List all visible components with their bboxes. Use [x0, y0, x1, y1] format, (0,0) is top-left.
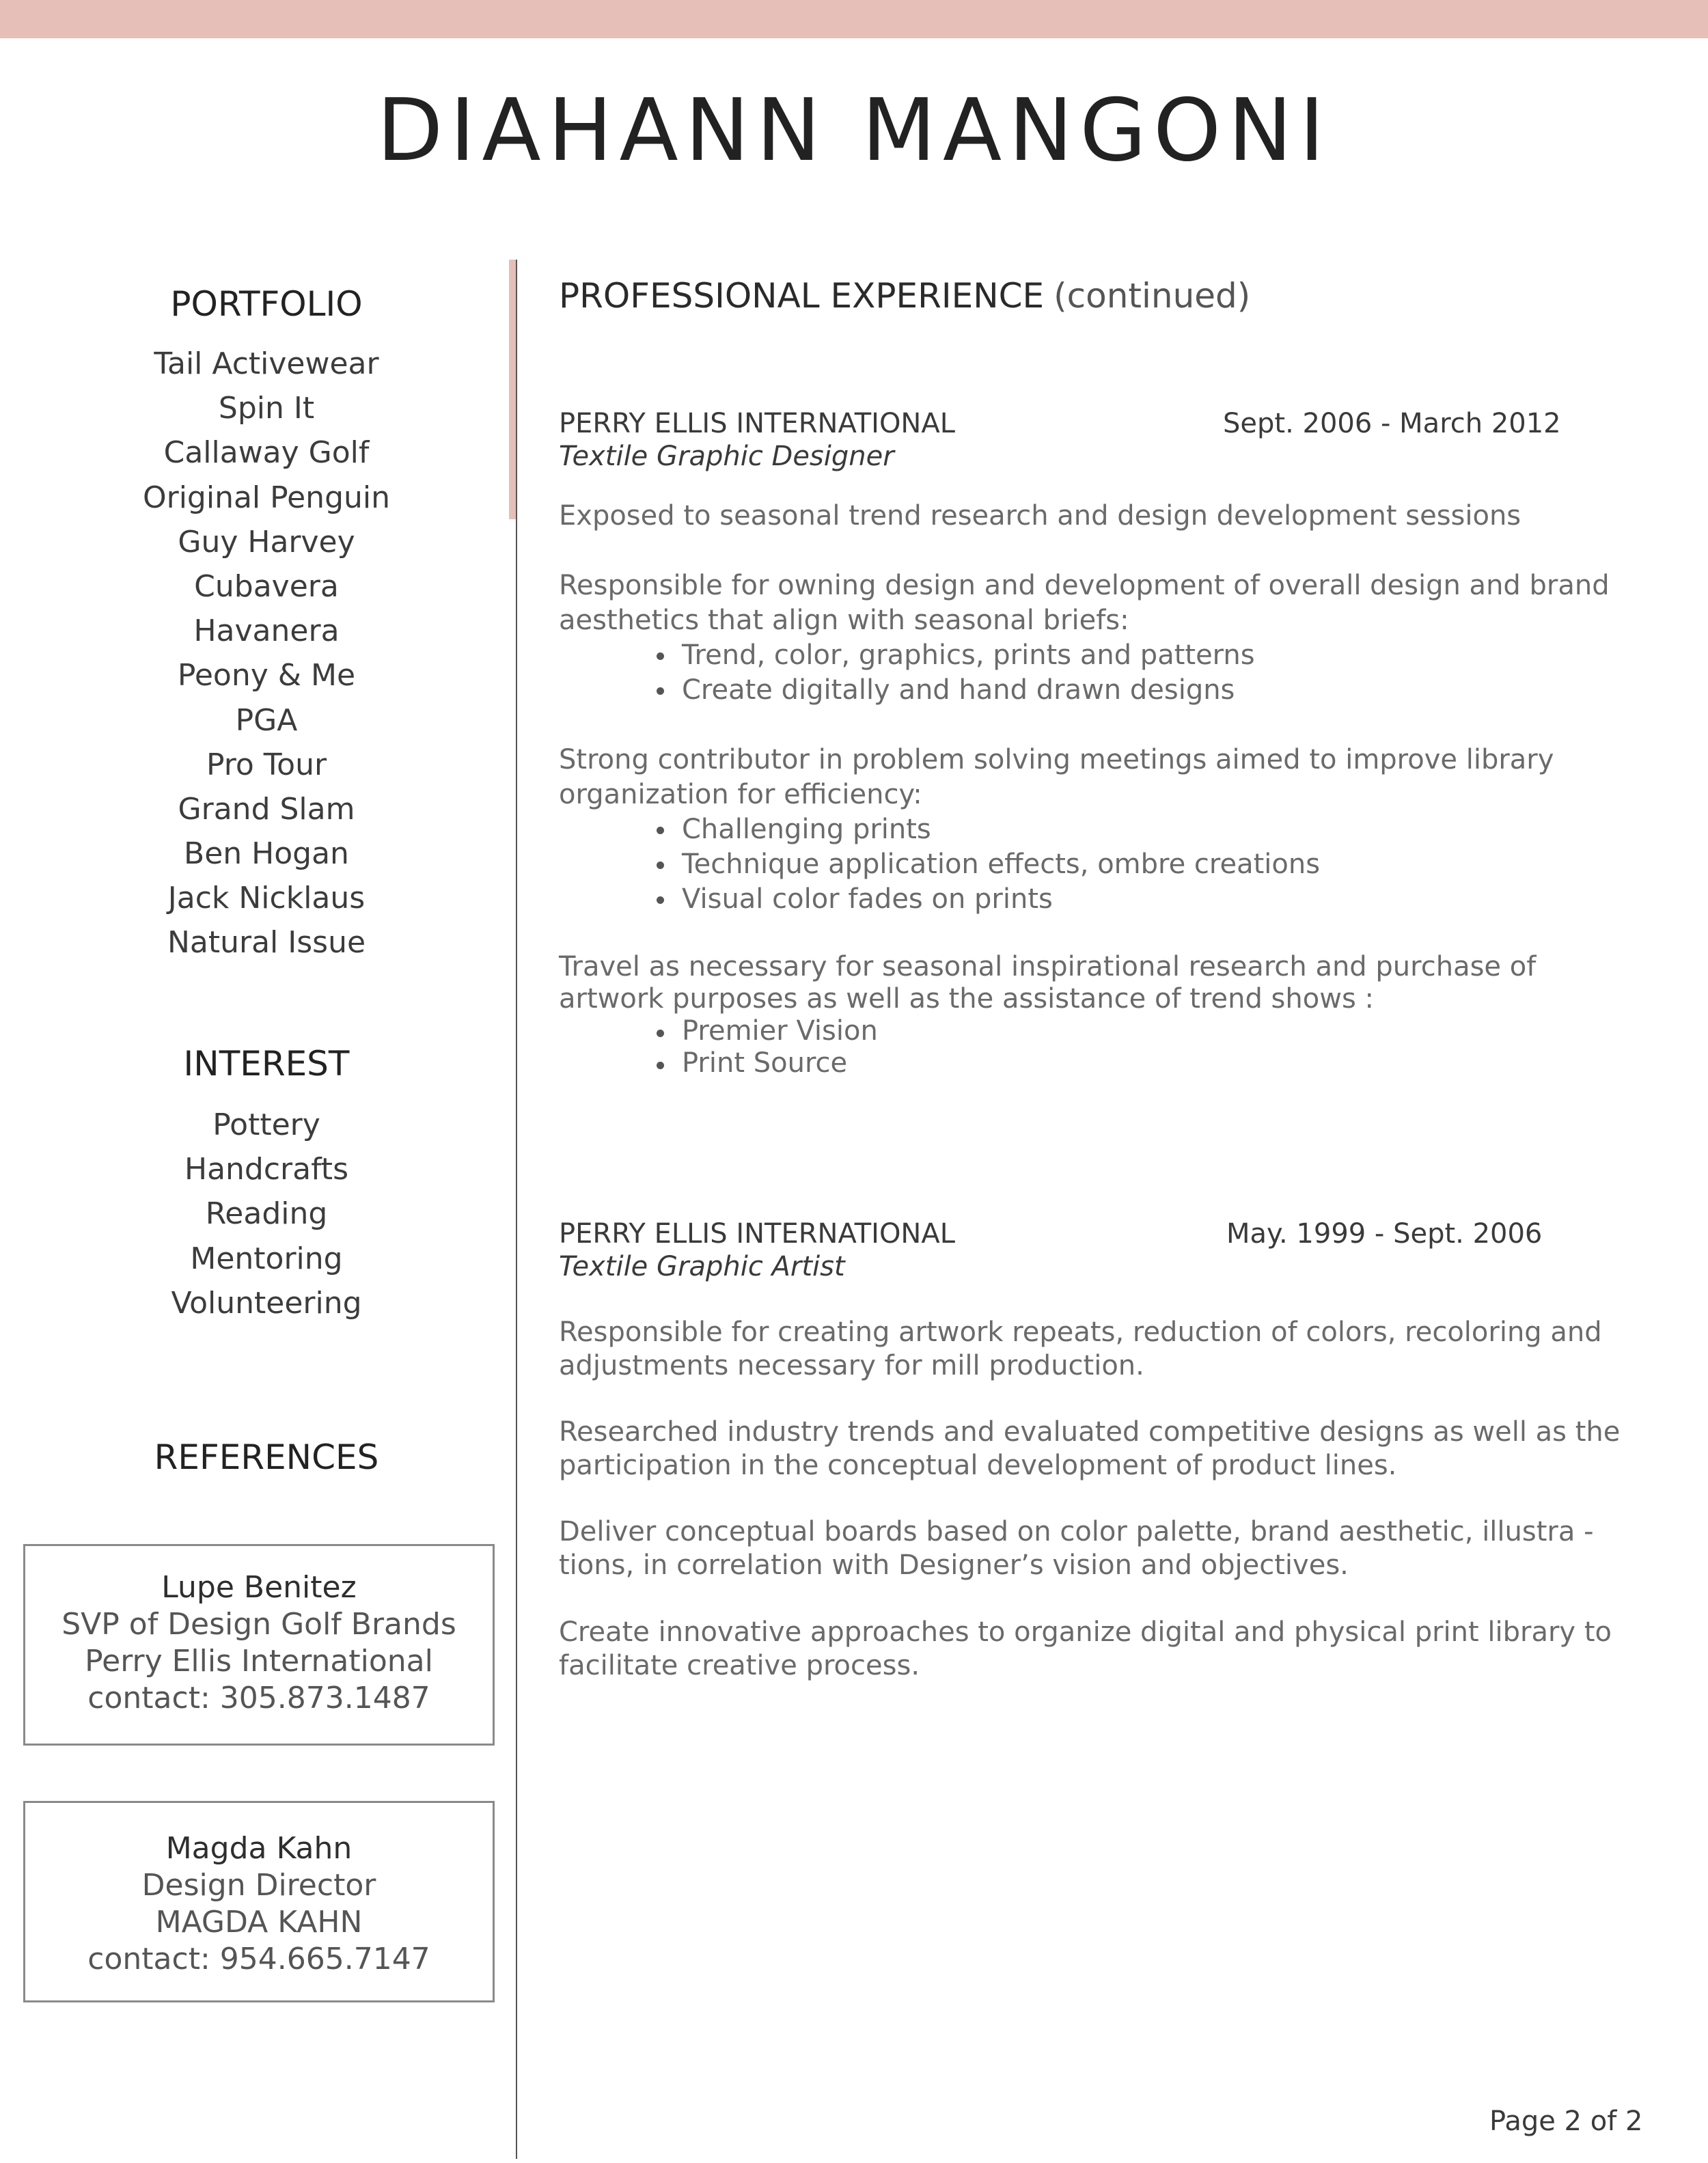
portfolio-item: Tail Activewear [154, 346, 379, 381]
job-bullet: Challenging prints [651, 812, 1320, 847]
job-dates: Sept. 2006 - March 2012 [1223, 408, 1561, 439]
reference-card [23, 1544, 495, 1746]
portfolio-list [0, 342, 540, 965]
reference-title: Design Director [141, 1868, 376, 1903]
interest-item: Handcrafts [184, 1152, 348, 1187]
job-bullet: Technique application effects, ombre creations [651, 847, 1320, 882]
job-dates: May. 1999 - Sept. 2006 [1226, 1218, 1543, 1250]
reference-name: Magda Kahn [165, 1831, 353, 1866]
interest-item: Reading [205, 1196, 328, 1232]
portfolio-item: Jack Nicklaus [167, 881, 366, 916]
job-bullet: Trend, color, graphics, prints and patterns [651, 638, 1255, 673]
resume-name: DIAHANN MANGONI [376, 80, 1332, 180]
portfolio-item: Cubavera [194, 568, 339, 604]
job-bullet: Create digitally and hand drawn designs [651, 673, 1255, 708]
job-paragraph: Researched industry trends and evaluated competitive designs as well as the participation in the conceptual development of product lines. [559, 1416, 1621, 1481]
job-bullet-list [651, 812, 1320, 917]
reference-company: Perry Ellis International [85, 1644, 433, 1679]
job-bullet: Print Source [651, 1047, 878, 1079]
interest-item: Pottery [212, 1107, 320, 1142]
top-accent-bar [0, 0, 1708, 38]
reference-contact: contact: 954.665.7147 [87, 1942, 430, 1976]
portfolio-item: Guy Harvey [178, 524, 355, 560]
job-bullet-list [651, 1015, 878, 1079]
reference-name: Lupe Benitez [161, 1570, 357, 1605]
experience-title: PROFESSIONAL EXPERIENCE [559, 276, 1045, 316]
reference-card [23, 1801, 495, 2002]
job-company: PERRY ELLIS INTERNATIONAL [559, 1218, 955, 1250]
reference-title: SVP of Design Golf Brands [61, 1607, 456, 1642]
portfolio-item: Natural Issue [167, 925, 366, 961]
reference-company: MAGDA KAHN [155, 1905, 363, 1940]
interest-item: Mentoring [190, 1241, 343, 1276]
job-paragraph: Travel as necessary for seasonal inspirational research and purchase of artwork purposes as well as the assistance of trend shows : [559, 951, 1537, 1015]
job-bullet-list [651, 638, 1255, 708]
job-paragraph: Responsible for creating artwork repeats, reduction of colors, recoloring and adjustments necessary for mill production. [559, 1317, 1602, 1381]
job-paragraph: Create innovative approaches to organize digital and physical print library to facilitate creative process. [559, 1616, 1612, 1681]
job-paragraph: Exposed to seasonal trend research and design development sessions [559, 500, 1521, 532]
references-heading: REFERENCES [154, 1437, 379, 1477]
job-paragraph: Strong contributor in problem solving meetings aimed to improve library organization for efficiency: [559, 744, 1554, 810]
portfolio-item: PGA [235, 702, 298, 738]
portfolio-item: Pro Tour [206, 747, 327, 782]
job-title: Textile Graphic Artist [559, 1251, 845, 1282]
job-paragraph: Responsible for owning design and development of overall design and brand aesthetics that align with seasonal briefs: [559, 570, 1610, 636]
portfolio-heading: PORTFOLIO [170, 284, 363, 324]
job-bullet: Premier Vision [651, 1015, 878, 1047]
portfolio-item: Grand Slam [178, 791, 355, 827]
job-bullet: Visual color fades on prints [651, 882, 1320, 917]
job-company: PERRY ELLIS INTERNATIONAL [559, 408, 955, 439]
job-title: Textile Graphic Designer [559, 441, 894, 472]
portfolio-item: Peony & Me [177, 658, 356, 693]
experience-continued: (continued) [1053, 276, 1251, 316]
portfolio-item: Spin It [218, 391, 315, 426]
reference-contact: contact: 305.873.1487 [87, 1681, 430, 1716]
portfolio-item: Ben Hogan [184, 836, 349, 872]
interest-heading: INTEREST [183, 1044, 350, 1084]
page-number: Page 2 of 2 [1489, 2106, 1643, 2137]
portfolio-item: Havanera [193, 614, 340, 649]
interest-item: Volunteering [171, 1285, 362, 1321]
portfolio-item: Original Penguin [142, 480, 390, 515]
job-paragraph: Deliver conceptual boards based on color palette, brand aesthetic, illustra - tions, in correlation with Designer’s vision and objectives. [559, 1516, 1594, 1581]
interest-list [0, 1103, 540, 1325]
portfolio-item: Callaway Golf [163, 435, 370, 471]
experience-heading [559, 276, 1251, 316]
